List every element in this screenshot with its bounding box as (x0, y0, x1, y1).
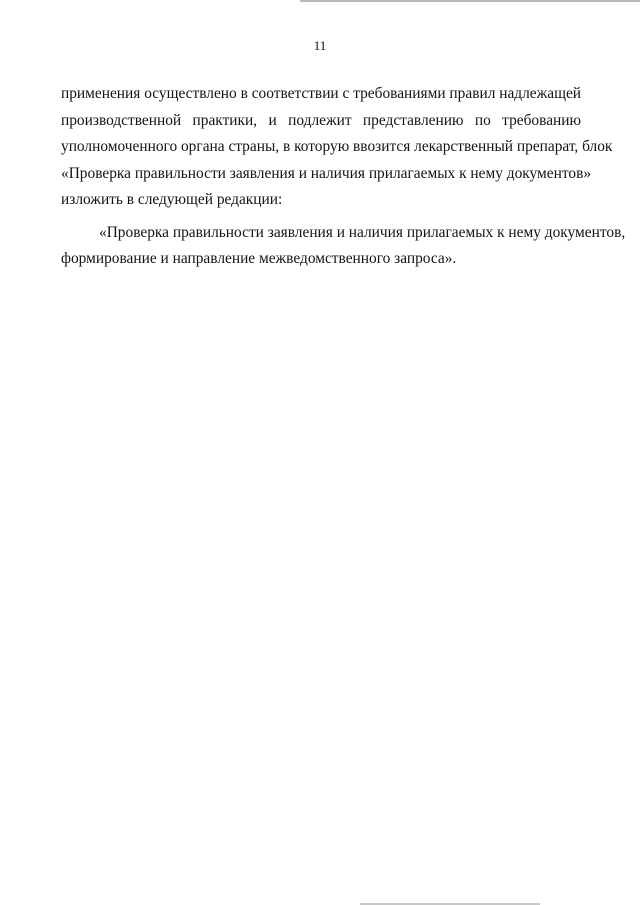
document-body (61, 81, 626, 273)
scan-top-edge (300, 0, 640, 2)
page-number: 11 (313, 38, 327, 53)
text-line: применения осуществлено в соответствии с требованиями правил надлежащей (61, 85, 582, 102)
text-line: изложить в следующей редакции: (61, 191, 283, 208)
paragraph-2 (61, 220, 626, 273)
text-line: формирование и направление межведомственного запроса». (61, 250, 457, 267)
text-line: «Проверка правильности заявления и наличия прилагаемых к нему документов, (99, 223, 626, 241)
paragraph-1 (61, 81, 613, 214)
text-line: «Проверка правильности заявления и наличия прилагаемых к нему документов» (61, 164, 592, 182)
text-line: уполномоченного органа страны, в которую ввозится лекарственный препарат, блок (61, 138, 613, 155)
text-line: производственной практики, и подлежит представлению по требованию (61, 111, 581, 129)
